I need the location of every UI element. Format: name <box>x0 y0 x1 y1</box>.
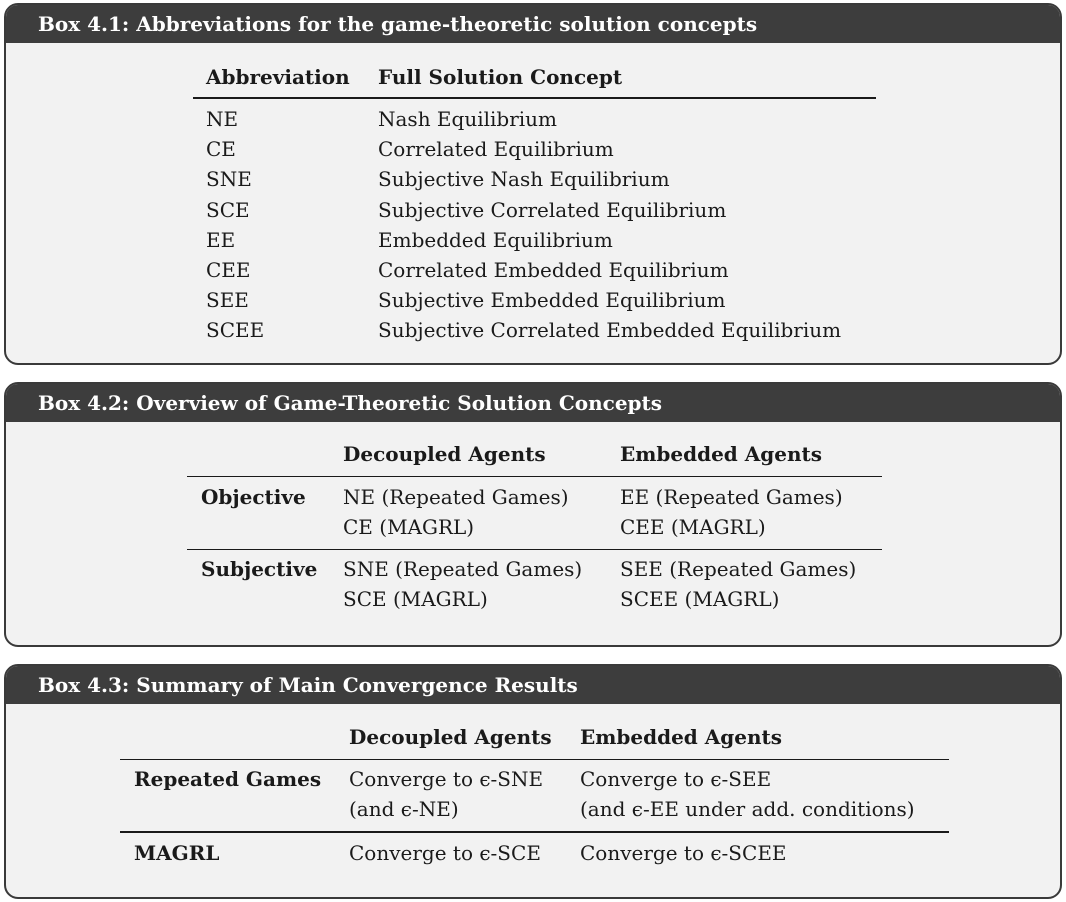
header-decoupled-agents: Decoupled Agents <box>343 442 546 466</box>
box-4-3 <box>4 664 1062 899</box>
box-4-2-title: Box 4.2: Overview of Game-Theoretic Solution Concepts <box>6 384 1060 422</box>
row-rule <box>187 549 882 550</box>
concept-ce: Correlated Equilibrium <box>378 137 614 161</box>
concept-cee: Correlated Embedded Equilibrium <box>378 258 729 282</box>
objective-decoupled-line2: CE (MAGRL) <box>343 515 475 539</box>
abbr-ne: NE <box>206 107 239 131</box>
header-rule <box>187 476 882 477</box>
header-rule <box>120 759 949 760</box>
objective-embedded-line2: CEE (MAGRL) <box>620 515 766 539</box>
box-4-1-title: Box 4.1: Abbreviations for the game-theoretic solution concepts <box>6 5 1060 43</box>
concept-sce: Subjective Correlated Equilibrium <box>378 198 727 222</box>
row-label-magrl: MAGRL <box>134 841 220 865</box>
header-rule <box>193 97 876 99</box>
concept-sne: Subjective Nash Equilibrium <box>378 167 670 191</box>
abbr-scee: SCEE <box>206 318 265 342</box>
header-embedded-agents: Embedded Agents <box>580 725 783 749</box>
row-rule <box>120 831 949 833</box>
row-label-subjective: Subjective <box>201 557 318 581</box>
abbr-ce: CE <box>206 137 236 161</box>
subjective-decoupled-line1: SNE (Repeated Games) <box>343 557 583 581</box>
abbr-ee: EE <box>206 228 236 252</box>
row-label-repeated-games: Repeated Games <box>134 767 322 791</box>
magrl-decoupled: Converge to ϵ-SCE <box>349 841 541 865</box>
objective-decoupled-line1: NE (Repeated Games) <box>343 485 569 509</box>
header-full-solution-concept: Full Solution Concept <box>378 65 623 89</box>
subjective-embedded-line2: SCEE (MAGRL) <box>620 587 780 611</box>
magrl-embedded: Converge to ϵ-SCEE <box>580 841 787 865</box>
concept-see: Subjective Embedded Equilibrium <box>378 288 726 312</box>
abbreviations-table <box>6 5 1062 365</box>
abbr-sne: SNE <box>206 167 252 191</box>
subjective-decoupled-line2: SCE (MAGRL) <box>343 587 488 611</box>
concept-ee: Embedded Equilibrium <box>378 228 613 252</box>
concept-scee: Subjective Correlated Embedded Equilibrium <box>378 318 842 342</box>
header-abbreviation: Abbreviation <box>206 65 350 89</box>
repeated-decoupled-line1: Converge to ϵ-SNE <box>349 767 544 791</box>
repeated-embedded-line1: Converge to ϵ-SEE <box>580 767 772 791</box>
header-decoupled-agents: Decoupled Agents <box>349 725 552 749</box>
header-embedded-agents: Embedded Agents <box>620 442 823 466</box>
abbr-sce: SCE <box>206 198 250 222</box>
abbr-see: SEE <box>206 288 249 312</box>
abbr-cee: CEE <box>206 258 251 282</box>
repeated-decoupled-line2: (and ϵ-NE) <box>349 797 459 821</box>
convergence-table <box>6 666 1062 899</box>
concept-ne: Nash Equilibrium <box>378 107 558 131</box>
box-4-2 <box>4 382 1062 647</box>
subjective-embedded-line1: SEE (Repeated Games) <box>620 557 857 581</box>
box-4-3-title: Box 4.3: Summary of Main Convergence Results <box>6 666 1060 704</box>
objective-embedded-line1: EE (Repeated Games) <box>620 485 843 509</box>
row-label-objective: Objective <box>201 485 306 509</box>
overview-table <box>6 384 1062 647</box>
box-4-1 <box>4 3 1062 365</box>
repeated-embedded-line2: (and ϵ-EE under add. conditions) <box>580 797 915 821</box>
